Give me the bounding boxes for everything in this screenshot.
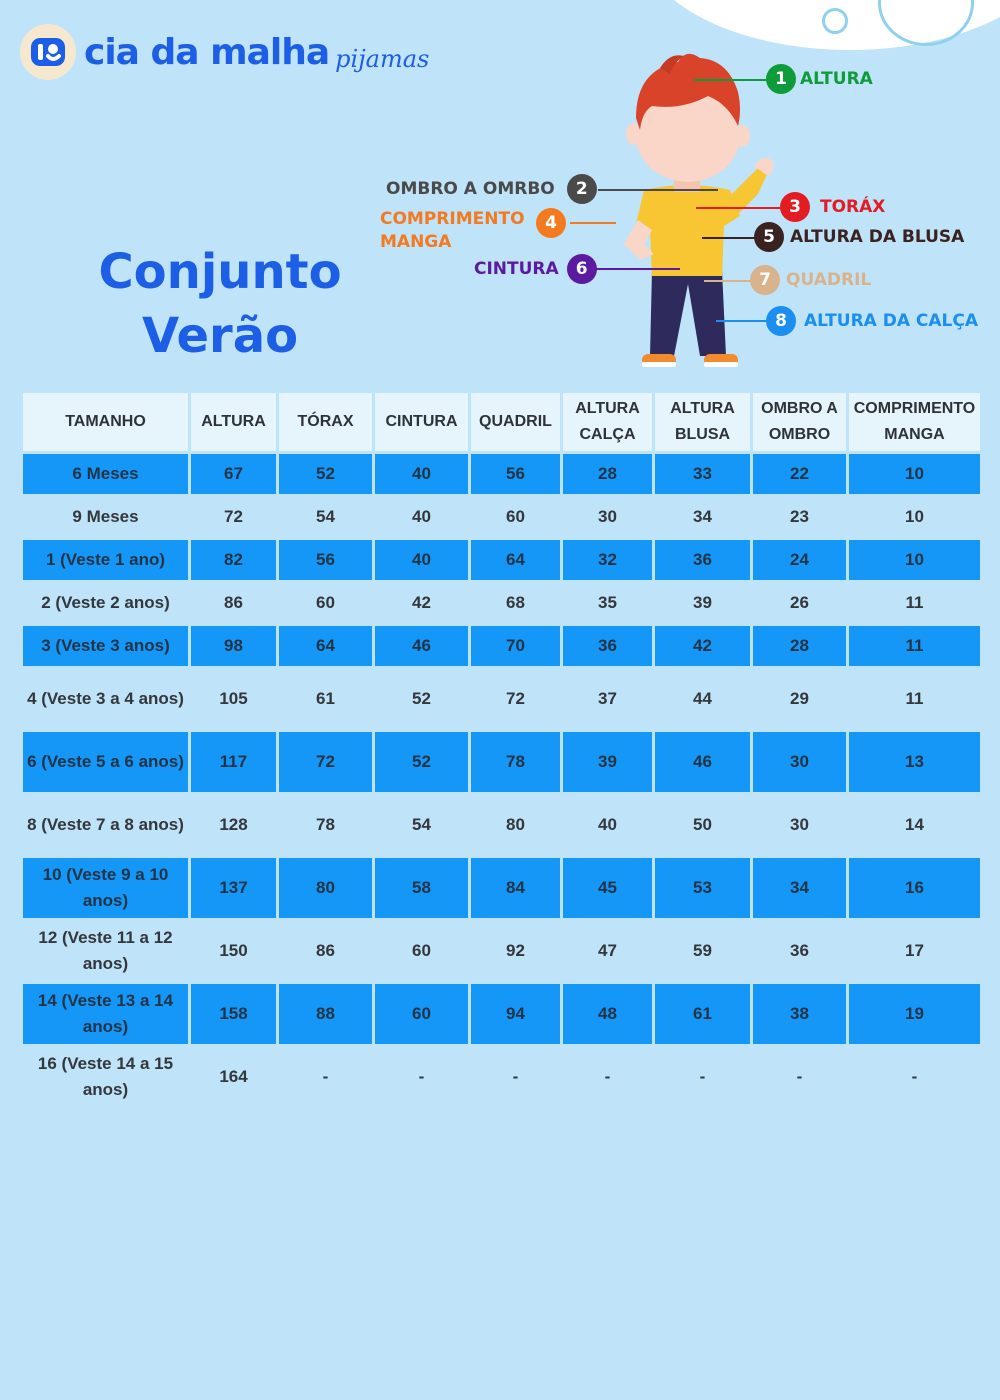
column-header: OMBRO A OMBRO (752, 392, 848, 453)
table-row (22, 625, 982, 668)
measure-cell: 44 (654, 668, 752, 731)
measure-cell: 11 (848, 582, 982, 625)
measure-cell: 10 (848, 539, 982, 582)
column-header: ALTURA CALÇA (562, 392, 654, 453)
column-header: ALTURA BLUSA (654, 392, 752, 453)
measure-cell: 61 (654, 983, 752, 1046)
torax-leader-line (696, 207, 784, 209)
measure-cell: 32 (562, 539, 654, 582)
blusa-leader-line (702, 237, 756, 239)
measure-cell: - (562, 1046, 654, 1109)
size-cell: 8 (Veste 7 a 8 anos) (22, 794, 190, 857)
callout-label: COMPRIMENTO MANGA (380, 209, 525, 252)
measure-cell: 64 (470, 539, 562, 582)
measure-cell: 84 (470, 857, 562, 920)
size-cell: 1 (Veste 1 ano) (22, 539, 190, 582)
size-cell: 16 (Veste 14 a 15 anos) (22, 1046, 190, 1109)
measure-cell: 60 (470, 496, 562, 539)
table-row (22, 857, 982, 920)
measure-cell: 53 (654, 857, 752, 920)
measure-cell: 30 (752, 731, 848, 794)
measure-cell: 40 (374, 539, 470, 582)
column-header: QUADRIL (470, 392, 562, 453)
measure-cell: 60 (278, 582, 374, 625)
brand-badge-icon (20, 24, 76, 80)
size-cell: 9 Meses (22, 496, 190, 539)
callout-altura-calca (766, 306, 978, 336)
measure-cell: 158 (190, 983, 278, 1046)
measure-cell: 39 (562, 731, 654, 794)
table-header-row (22, 392, 982, 453)
measure-cell: 35 (562, 582, 654, 625)
measure-cell: 88 (278, 983, 374, 1046)
callout-number: 5 (754, 222, 784, 252)
measure-cell: 22 (752, 453, 848, 496)
column-header: CINTURA (374, 392, 470, 453)
measure-cell: 137 (190, 857, 278, 920)
measure-cell: 23 (752, 496, 848, 539)
altura-leader-line (694, 79, 768, 81)
measure-cell: 50 (654, 794, 752, 857)
table-body (22, 453, 982, 1109)
measure-cell: 24 (752, 539, 848, 582)
size-cell: 14 (Veste 13 a 14 anos) (22, 983, 190, 1046)
callout-label: CINTURA (474, 259, 559, 279)
measure-cell: 38 (752, 983, 848, 1046)
measure-cell: 86 (190, 582, 278, 625)
callout-label: QUADRIL (786, 270, 872, 290)
measure-cell: 30 (562, 496, 654, 539)
callout-label: OMBRO A OMRBO (386, 179, 555, 199)
measure-cell: 36 (654, 539, 752, 582)
size-cell: 10 (Veste 9 a 10 anos) (22, 857, 190, 920)
measure-cell: 17 (848, 920, 982, 983)
size-cell: 6 Meses (22, 453, 190, 496)
measure-cell: 29 (752, 668, 848, 731)
measure-cell: 60 (374, 920, 470, 983)
brand-name: cia da malha (84, 31, 330, 73)
measure-cell: 36 (562, 625, 654, 668)
measure-cell: 92 (470, 920, 562, 983)
measure-cell: 80 (470, 794, 562, 857)
table-row (22, 453, 982, 496)
measure-cell: 150 (190, 920, 278, 983)
measure-cell: 59 (654, 920, 752, 983)
manga-leader-line (570, 222, 616, 224)
measure-cell: 10 (848, 496, 982, 539)
measure-cell: 94 (470, 983, 562, 1046)
measure-cell: 13 (848, 731, 982, 794)
measure-cell: 34 (654, 496, 752, 539)
measure-cell: 42 (654, 625, 752, 668)
measure-cell: 78 (470, 731, 562, 794)
callout-number: 1 (766, 64, 796, 94)
brand-logo[interactable] (20, 24, 429, 80)
table-row (22, 794, 982, 857)
measure-cell: 80 (278, 857, 374, 920)
measure-cell: 28 (562, 453, 654, 496)
measure-cell: - (654, 1046, 752, 1109)
measure-cell: 40 (374, 496, 470, 539)
callout-number: 7 (750, 265, 780, 295)
measure-cell: 40 (562, 794, 654, 857)
measure-cell: 52 (374, 668, 470, 731)
decorative-ring-small (822, 8, 848, 34)
measure-cell: 78 (278, 794, 374, 857)
measure-cell: 72 (190, 496, 278, 539)
measure-cell: - (278, 1046, 374, 1109)
measure-cell: 47 (562, 920, 654, 983)
measure-cell: 98 (190, 625, 278, 668)
size-cell: 6 (Veste 5 a 6 anos) (22, 731, 190, 794)
measure-cell: 30 (752, 794, 848, 857)
measure-cell: 37 (562, 668, 654, 731)
measure-cell: 42 (374, 582, 470, 625)
quadril-leader-line (704, 280, 754, 282)
column-header: TAMANHO (22, 392, 190, 453)
measure-cell: 117 (190, 731, 278, 794)
measure-cell: 70 (470, 625, 562, 668)
child-measurement-illustration (600, 48, 780, 378)
measure-cell: 11 (848, 668, 982, 731)
measure-cell: 34 (752, 857, 848, 920)
page-title (60, 240, 380, 368)
ombro-leader-line (598, 189, 718, 191)
size-cell: 2 (Veste 2 anos) (22, 582, 190, 625)
callout-ombro (386, 174, 597, 204)
callout-number: 4 (536, 208, 566, 238)
measure-cell: 28 (752, 625, 848, 668)
measure-cell: 56 (278, 539, 374, 582)
callout-label: TORÁX (820, 197, 886, 217)
measure-cell: - (848, 1046, 982, 1109)
measure-cell: 45 (562, 857, 654, 920)
table-row (22, 1046, 982, 1109)
measure-cell: 128 (190, 794, 278, 857)
callout-number: 3 (780, 192, 810, 222)
calca-leader-line (716, 320, 768, 322)
table-row (22, 496, 982, 539)
measure-cell: 58 (374, 857, 470, 920)
callout-label: ALTURA (800, 69, 873, 89)
callout-altura-blusa (754, 222, 964, 252)
measure-cell: 19 (848, 983, 982, 1046)
measure-cell: 52 (374, 731, 470, 794)
measure-cell: 16 (848, 857, 982, 920)
callout-altura (766, 64, 873, 94)
callout-label: ALTURA DA BLUSA (790, 227, 965, 247)
measure-cell: 52 (278, 453, 374, 496)
column-header: TÓRAX (278, 392, 374, 453)
size-cell: 3 (Veste 3 anos) (22, 625, 190, 668)
callout-cintura (474, 254, 597, 284)
measure-cell: 36 (752, 920, 848, 983)
measure-cell: - (752, 1046, 848, 1109)
measure-cell: 164 (190, 1046, 278, 1109)
callout-number: 6 (567, 254, 597, 284)
callout-comprimento-manga (380, 208, 566, 254)
table-row (22, 668, 982, 731)
measure-cell: 54 (278, 496, 374, 539)
callout-torax (780, 192, 885, 222)
column-header: COMPRIMENTO MANGA (848, 392, 982, 453)
measure-cell: - (374, 1046, 470, 1109)
callout-number: 2 (567, 174, 597, 204)
table-row (22, 539, 982, 582)
measure-cell: 54 (374, 794, 470, 857)
table-row (22, 582, 982, 625)
page-title-line-1: Conjunto (98, 244, 342, 300)
measure-cell: 60 (374, 983, 470, 1046)
cintura-leader-line (596, 268, 680, 270)
measure-cell: 14 (848, 794, 982, 857)
measure-cell: 39 (654, 582, 752, 625)
measure-cell: 33 (654, 453, 752, 496)
measure-cell: - (470, 1046, 562, 1109)
size-cell: 12 (Veste 11 a 12 anos) (22, 920, 190, 983)
measure-cell: 10 (848, 453, 982, 496)
column-header: ALTURA (190, 392, 278, 453)
measure-cell: 40 (374, 453, 470, 496)
measure-cell: 64 (278, 625, 374, 668)
table-row (22, 731, 982, 794)
measure-cell: 48 (562, 983, 654, 1046)
size-cell: 4 (Veste 3 a 4 anos) (22, 668, 190, 731)
measure-cell: 86 (278, 920, 374, 983)
table-row (22, 920, 982, 983)
callout-label: ALTURA DA CALÇA (804, 311, 979, 331)
measure-cell: 68 (470, 582, 562, 625)
measure-cell: 56 (470, 453, 562, 496)
size-table (20, 390, 983, 1110)
callout-quadril (750, 265, 871, 295)
callout-number: 8 (766, 306, 796, 336)
brand-tagline: pijamas (335, 45, 430, 73)
measure-cell: 67 (190, 453, 278, 496)
measure-cell: 105 (190, 668, 278, 731)
measure-cell: 72 (470, 668, 562, 731)
page-title-line-2: Verão (141, 308, 299, 364)
measure-cell: 26 (752, 582, 848, 625)
measure-cell: 61 (278, 668, 374, 731)
measure-cell: 11 (848, 625, 982, 668)
measure-cell: 46 (374, 625, 470, 668)
measure-cell: 46 (654, 731, 752, 794)
measure-cell: 82 (190, 539, 278, 582)
table-row (22, 983, 982, 1046)
measure-cell: 72 (278, 731, 374, 794)
